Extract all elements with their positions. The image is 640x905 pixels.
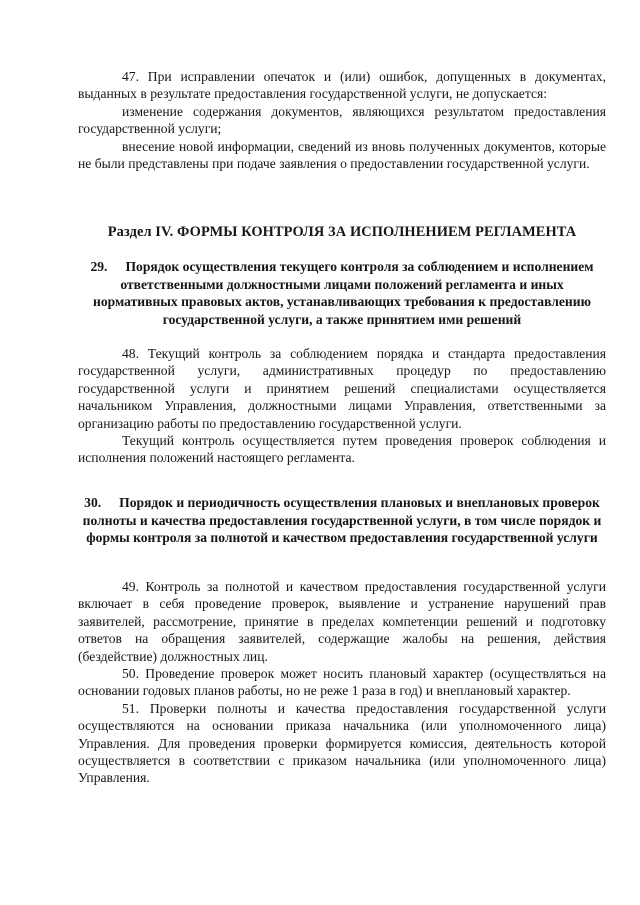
paragraph-48-text: 48. Текущий контроль за соблюдением порядка и стандарта предоставления государственной услуги, административных процедур по предоставлению государственной услуги и принятием решений специалистами осуществляется начальником Управления, должностными лицами Управления, ответственными за организацию работы по предоставлению государственной услуги.: [78, 346, 606, 431]
subsection-30-title: Порядок и периодичность осуществления плановых и внеплановых проверок полноты и качества предоставления государственной услуги, в том числе порядок и формы контроля за полнотой и качеством предоставления государственной услуги: [82, 495, 602, 546]
subsection-30-heading: [78, 494, 606, 547]
subsection-29-number: 29.: [90, 259, 108, 274]
subsection-30-number: 30.: [84, 495, 102, 510]
paragraph-49: 49. Контроль за полнотой и качеством предоставления государственной услуги включает в себя проведение проверок, выявление и устранение нарушений прав заявителей, рассмотрение, принятие в пределах компетенции решений и подготовку ответов на обращения заявителей, содержащие жалобы на решения, действия (бездействие) должностных лиц.: [78, 579, 606, 664]
section-4-heading: Раздел IV. ФОРМЫ КОНТРОЛЯ ЗА ИСПОЛНЕНИЕМ РЕГЛАМЕНТА: [107, 224, 577, 240]
paragraph-47-item-1: изменение содержания документов, являющихся результатом предоставления государственной услуги;: [78, 103, 606, 137]
subsection-29-title: Порядок осуществления текущего контроля за соблюдением и исполнением ответственными должностными лицами положений регламента и иных нормативных правовых актов, устанавливающих требования к предоставлению государственной услуги, а также принятием ими решений: [93, 259, 594, 327]
paragraph-50: 50. Проведение проверок может носить плановый характер (осуществляться на основании годовых планов работы, но не реже 1 раза в год) и внеплановый характер.: [78, 666, 606, 699]
paragraph-48: [78, 345, 606, 467]
paragraph-47-item-2: внесение новой информации, сведений из вновь полученных документов, которые не были представлены при подаче заявления о предоставлении государственной услуги.: [78, 138, 606, 172]
paragraph-47-intro: 47. При исправлении опечаток и (или) ошибок, допущенных в документах, выданных в результате предоставления государственной услуги, не допускается:: [78, 69, 606, 102]
paragraph-47: [78, 68, 606, 172]
paragraph-51: 51. Проверки полноты и качества предоставления государственной услуги осуществляются на основании приказа начальника (или уполномоченного лица) Управления. Для проведения проверки формируется комиссия, деятельность которой осуществляется в соответствии с приказом начальника (или уполномоченного лица) Управления.: [78, 700, 606, 786]
paragraphs-49-51: [78, 578, 606, 787]
paragraph-48-text-2: Текущий контроль осуществляется путем проведения проверок соблюдения и исполнения положений настоящего регламента.: [78, 433, 606, 466]
subsection-29-heading: [78, 258, 606, 328]
